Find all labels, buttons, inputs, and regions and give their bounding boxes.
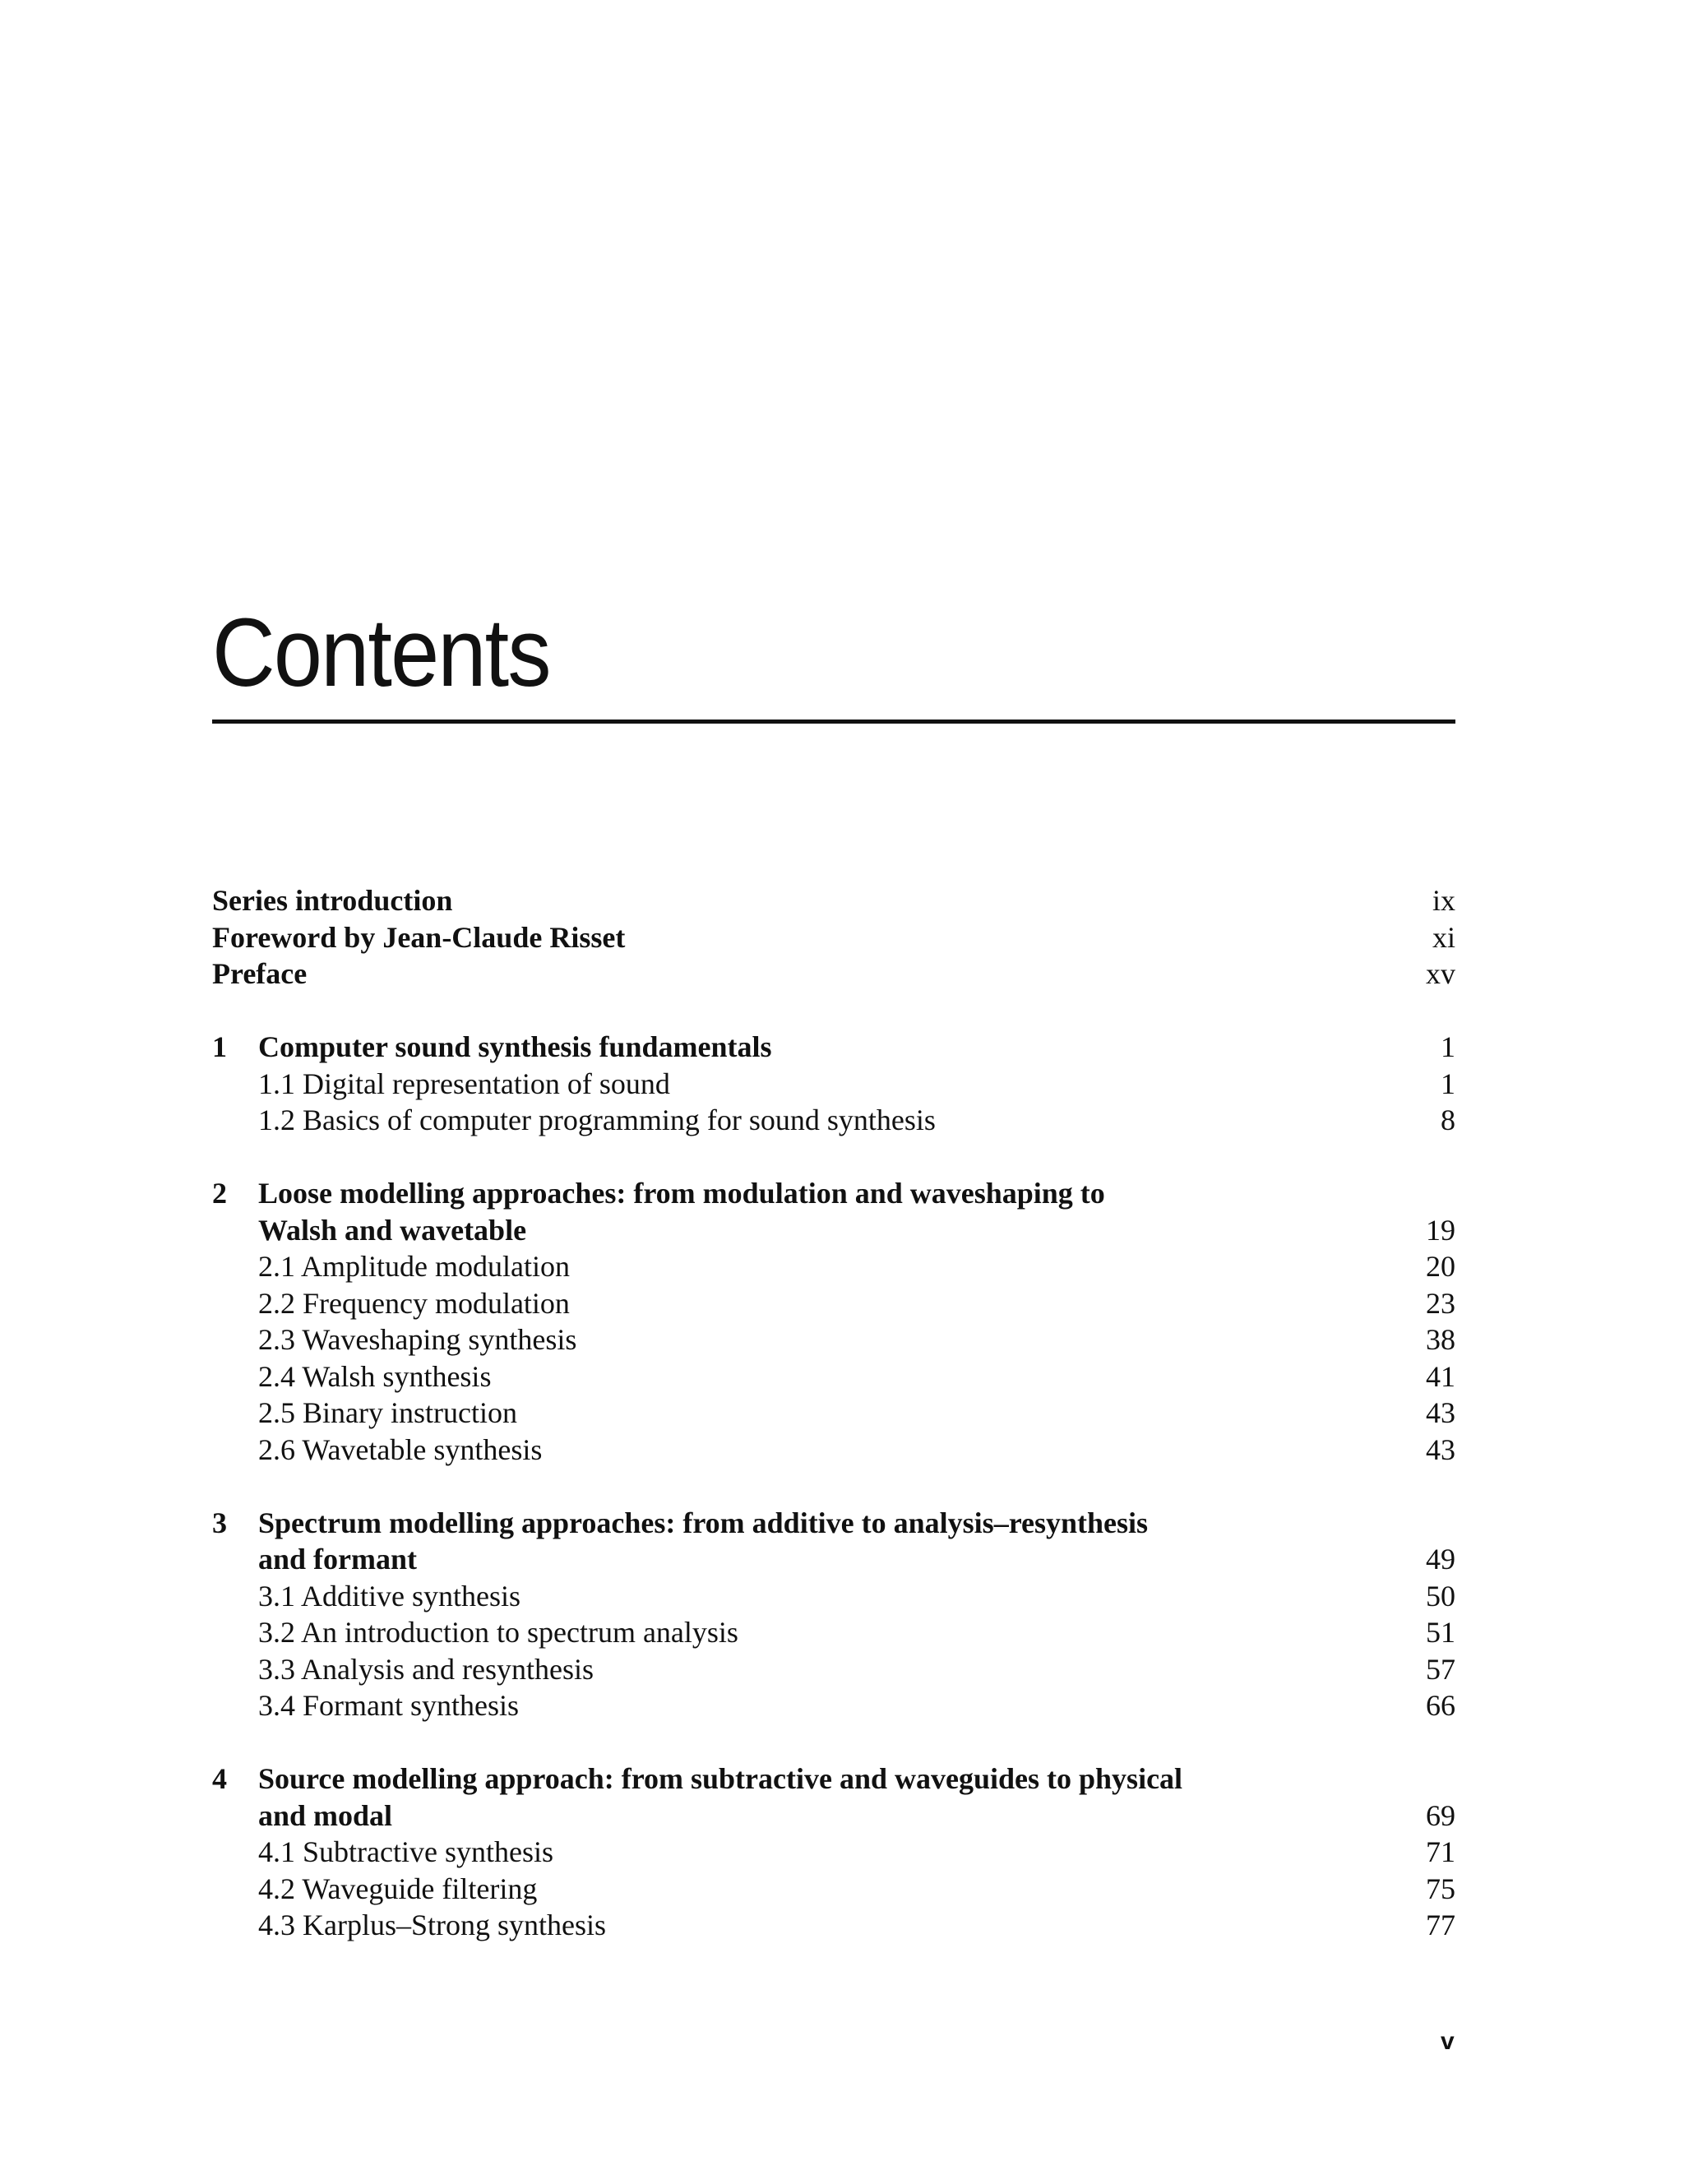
section-label: 2.3 Waveshaping synthesis	[258, 1323, 577, 1356]
chapter-number: 2	[212, 1177, 227, 1210]
toc-chapter-3-cont[interactable]	[212, 1541, 1455, 1578]
section-page: 77	[1426, 1909, 1455, 1941]
section-page: 66	[1426, 1689, 1455, 1722]
chapter-number: 3	[212, 1506, 227, 1539]
toc-entry-front-matter[interactable]	[212, 956, 1455, 993]
section-label: 4.3 Karplus–Strong synthesis	[258, 1909, 606, 1941]
chapter-page: 1	[1441, 1030, 1455, 1063]
section-page: 75	[1426, 1872, 1455, 1905]
toc-entry-label: Foreword by Jean-Claude Risset	[212, 920, 626, 954]
section-label: 2.6 Wavetable synthesis	[258, 1432, 543, 1466]
spacer	[212, 1724, 1455, 1761]
section-label: 3.4 Formant synthesis	[258, 1689, 520, 1722]
toc-section[interactable]	[212, 1907, 1455, 1944]
section-label: 3.2 An introduction to spectrum analysis	[258, 1616, 738, 1649]
spacer	[212, 1139, 1455, 1176]
toc-entry-front-matter[interactable]	[212, 919, 1455, 956]
section-page: 43	[1426, 1396, 1455, 1429]
section-page: 71	[1426, 1835, 1455, 1868]
chapter-title: Source modelling approach: from subtractive and waveguides to physical	[258, 1762, 1183, 1795]
section-page: 20	[1426, 1250, 1455, 1283]
section-page: 8	[1441, 1104, 1455, 1136]
chapter-page: 69	[1426, 1798, 1455, 1832]
toc-section[interactable]	[212, 1248, 1455, 1285]
chapter-title: Loose modelling approaches: from modulation and waveshaping to	[258, 1177, 1105, 1210]
title-rule	[212, 720, 1455, 724]
toc-chapter-4[interactable]	[212, 1761, 1455, 1798]
chapter-page: 49	[1426, 1543, 1455, 1576]
section-page: 41	[1426, 1359, 1455, 1393]
toc-section[interactable]	[212, 1871, 1455, 1908]
chapter-title-continued: and formant	[258, 1543, 418, 1576]
toc-section[interactable]	[212, 1066, 1455, 1103]
chapter-title-continued: and modal	[258, 1798, 393, 1832]
page-title: Contents	[212, 599, 550, 707]
toc-section[interactable]	[212, 1432, 1455, 1469]
section-page: 43	[1426, 1432, 1455, 1466]
spacer	[212, 1468, 1455, 1505]
section-page: 51	[1426, 1616, 1455, 1649]
toc-section[interactable]	[212, 1687, 1455, 1724]
section-label: 1.1 Digital representation of sound	[258, 1067, 670, 1100]
toc-section[interactable]	[212, 1651, 1455, 1688]
section-label: 2.4 Walsh synthesis	[258, 1359, 492, 1393]
section-label: 4.2 Waveguide filtering	[258, 1872, 538, 1905]
chapter-title-continued: Walsh and wavetable	[258, 1213, 527, 1247]
section-page: 23	[1426, 1286, 1455, 1320]
chapter-title: Computer sound synthesis fundamentals	[258, 1030, 772, 1063]
section-label: 2.1 Amplitude modulation	[258, 1250, 570, 1283]
section-label: 4.1 Subtractive synthesis	[258, 1835, 553, 1868]
chapter-title: Spectrum modelling approaches: from additive to analysis–resynthesis	[258, 1506, 1149, 1539]
toc-section[interactable]	[212, 1578, 1455, 1615]
toc-chapter-4-cont[interactable]	[212, 1798, 1455, 1835]
section-page: 57	[1426, 1652, 1455, 1686]
chapter-page: 19	[1426, 1213, 1455, 1247]
section-page: 50	[1426, 1579, 1455, 1613]
toc-section[interactable]	[212, 1321, 1455, 1358]
spacer	[212, 993, 1455, 1030]
section-label: 3.1 Additive synthesis	[258, 1579, 521, 1613]
page-number: v	[1441, 2028, 1455, 2055]
section-page: 38	[1426, 1323, 1455, 1356]
toc-chapter-3[interactable]	[212, 1505, 1455, 1542]
section-label: 3.3 Analysis and resynthesis	[258, 1652, 594, 1686]
toc-section[interactable]	[212, 1285, 1455, 1322]
section-label: 2.2 Frequency modulation	[258, 1286, 570, 1320]
toc-section[interactable]	[212, 1395, 1455, 1432]
toc-chapter-2-cont[interactable]	[212, 1212, 1455, 1249]
table-of-contents	[212, 882, 1455, 1944]
toc-chapter-1[interactable]	[212, 1029, 1455, 1066]
toc-section[interactable]	[212, 1614, 1455, 1651]
toc-entry-label: Series introduction	[212, 884, 453, 917]
toc-chapter-2[interactable]	[212, 1175, 1455, 1212]
section-label: 2.5 Binary instruction	[258, 1396, 517, 1429]
toc-section[interactable]	[212, 1834, 1455, 1871]
chapter-number: 1	[212, 1030, 227, 1063]
toc-section[interactable]	[212, 1358, 1455, 1395]
chapter-number: 4	[212, 1762, 227, 1795]
toc-entry-page: ix	[1432, 884, 1455, 917]
section-label: 1.2 Basics of computer programming for sound synthesis	[258, 1104, 936, 1136]
toc-section[interactable]	[212, 1102, 1455, 1139]
toc-entry-page: xv	[1426, 957, 1455, 990]
section-page: 1	[1441, 1067, 1455, 1100]
toc-entry-page: xi	[1432, 920, 1455, 954]
toc-entry-label: Preface	[212, 957, 308, 990]
toc-entry-front-matter[interactable]	[212, 882, 1455, 919]
